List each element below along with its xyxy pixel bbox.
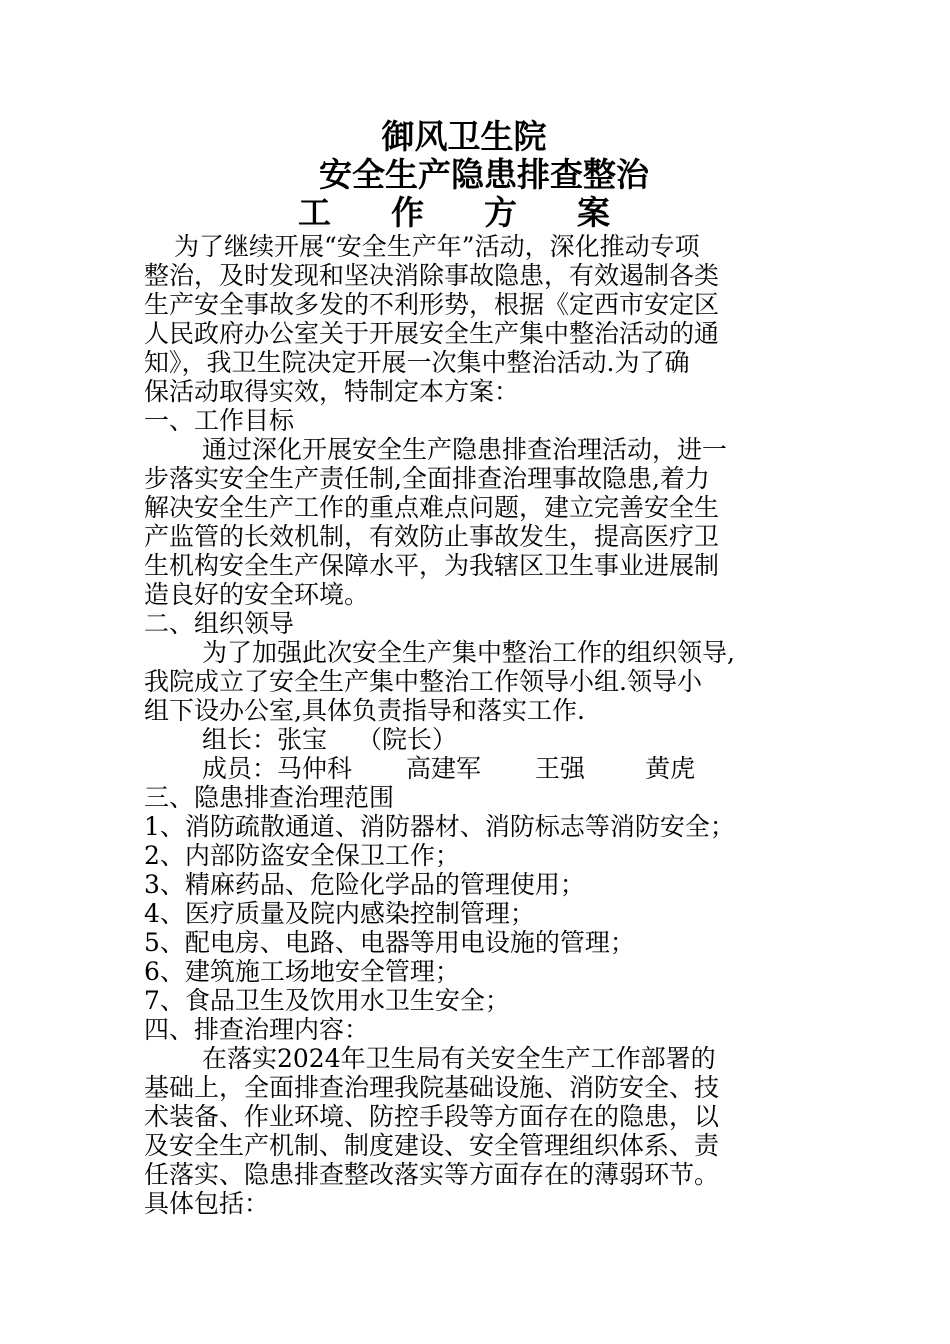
paragraph-line: 产监管的长效机制，有效防止事故发生，提高医疗卫	[144, 522, 720, 551]
paragraph-line: 在落实2024年卫生局有关安全生产工作部署的	[202, 1044, 716, 1073]
document-title-main: 安全生产隐患排查整治	[319, 155, 649, 194]
paragraph-line: 生产安全事故多发的不利形势，根据《定西市安定区	[144, 290, 720, 319]
list-item: 1、消防疏散通道、消防器材、消防标志等消防安全；	[144, 812, 735, 841]
member-name: 黄虎	[645, 754, 696, 783]
paragraph-line: 步落实安全生产责任制,全面排查治理事故隐患,着力	[144, 464, 710, 493]
member-name: 马仲科	[277, 754, 353, 783]
document-title-sub	[84, 194, 824, 232]
members-label: 成员：	[202, 754, 278, 783]
leader-label: 组长：	[202, 725, 278, 754]
paragraph-line: 具体包括：	[144, 1189, 270, 1218]
paragraph-line: 解决安全生产工作的重点难点问题，建立完善安全生	[144, 493, 720, 522]
section2-paragraph	[144, 638, 824, 725]
document-body	[144, 232, 824, 1218]
scope-list	[144, 812, 824, 1015]
section-heading: 一、工作目标	[144, 406, 295, 435]
section-heading: 二、组织领导	[144, 609, 295, 638]
list-item: 7、食品卫生及饮用水卫生安全；	[144, 986, 510, 1015]
section1-paragraph	[144, 435, 824, 609]
section-heading: 三、隐患排查治理范围	[144, 783, 395, 812]
list-item: 2、内部防盗安全保卫工作；	[144, 841, 460, 870]
document-page	[144, 118, 824, 1218]
section4-paragraph	[144, 1044, 824, 1218]
section-heading: 四、排查治理内容：	[144, 1015, 370, 1044]
leader-title: （院长）	[357, 725, 458, 754]
members-line	[144, 754, 824, 783]
paragraph-line: 组下设办公室,具体负责指导和落实工作.	[144, 696, 585, 725]
list-item: 3、精麻药品、危险化学品的管理使用；	[144, 870, 585, 899]
leader-name: 张宝	[277, 725, 328, 754]
intro-paragraph	[144, 232, 824, 406]
list-item: 5、配电房、电路、电器等用电设施的管理；	[144, 928, 635, 957]
paragraph-line: 任落实、隐患排查整改落实等方面存在的薄弱环节。	[144, 1160, 720, 1189]
list-item: 6、建筑施工场地安全管理；	[144, 957, 460, 986]
paragraph-line: 术装备、作业环境、防控手段等方面存在的隐患，以	[144, 1102, 720, 1131]
paragraph-line: 为了继续开展“安全生产年”活动，深化推动专项	[174, 232, 700, 261]
paragraph-line: 知》，我卫生院决定开展一次集中整治活动.为了确	[144, 348, 690, 377]
paragraph-line: 人民政府办公室关于开展安全生产集中整治活动的通	[144, 319, 720, 348]
leader-line	[144, 725, 824, 754]
member-name: 高建军	[406, 754, 482, 783]
paragraph-line: 基础上，全面排查治理我院基础设施、消防安全、技	[144, 1073, 720, 1102]
paragraph-line: 及安全生产机制、制度建设、安全管理组织体系、责	[144, 1131, 720, 1160]
title-char: 案	[577, 193, 610, 232]
member-name: 王强	[535, 754, 586, 783]
paragraph-line: 为了加强此次安全生产集中整治工作的组织领导,	[202, 638, 735, 667]
paragraph-line: 保活动取得实效，特制定本方案：	[144, 377, 520, 406]
title-char: 工	[298, 193, 331, 232]
title-char: 作	[391, 193, 424, 232]
paragraph-line: 生机构安全生产保障水平，为我辖区卫生事业进展制	[144, 551, 720, 580]
paragraph-line: 通过深化开展安全生产隐患排查治理活动，进一	[202, 435, 728, 464]
title-char: 方	[484, 193, 517, 232]
paragraph-line: 我院成立了安全生产集中整治工作领导小组.领导小	[144, 667, 702, 696]
paragraph-line: 造良好的安全环境。	[144, 580, 370, 609]
list-item: 4、医疗质量及院内感染控制管理；	[144, 899, 535, 928]
document-title-org: 御风卫生院	[381, 117, 547, 156]
paragraph-line: 整治，及时发现和坚决消除事故隐患，有效遏制各类	[144, 261, 720, 290]
